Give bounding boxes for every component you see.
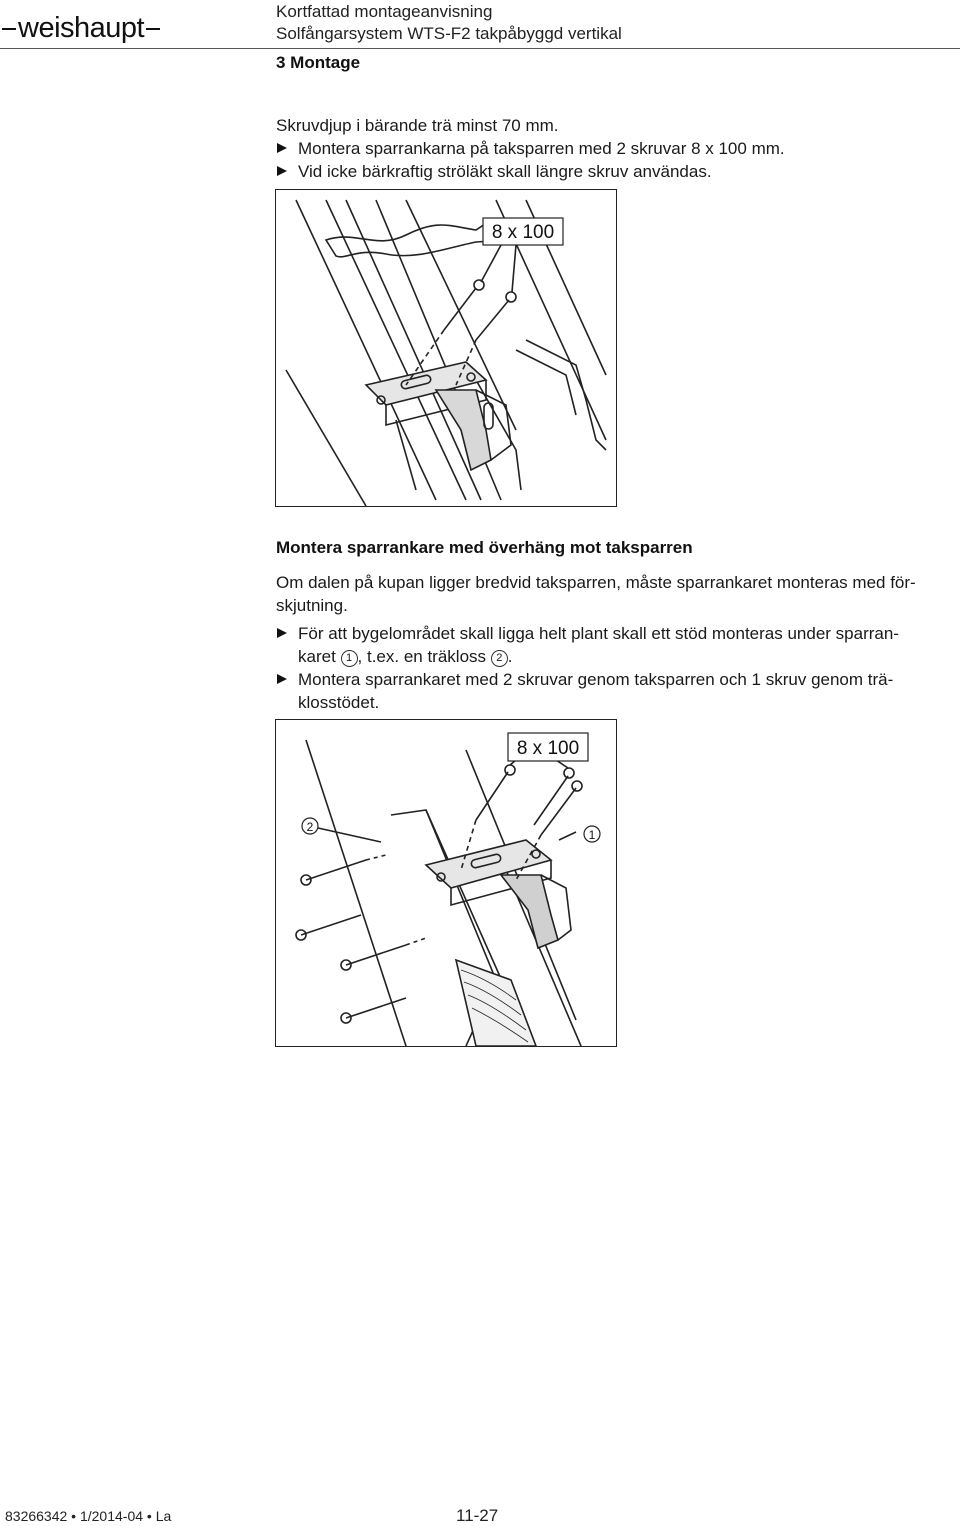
intro-text: Skruvdjup i bärande trä minst 70 mm. [276,116,559,135]
instruction-bullet: Vid icke bärkraftig ströläkt skall längre skruv användas. [276,160,712,183]
header-rule [0,48,960,49]
header-subtitle: Solfångarsystem WTS-F2 takpåbyggd vertikal [276,24,622,43]
bullet-triangle-icon [277,628,287,638]
instruction-bullet: För att bygelområdet skall ligga helt plant skall ett stöd monteras under sparran- karet 1 , t.ex. en träkloss 2 . [276,622,899,668]
figure-rafter-anchor-offset [275,719,617,1047]
subsection-heading: Montera sparrankare med överhäng mot taksparren [276,538,693,557]
figure-rafter-anchor [275,189,617,507]
paragraph-line: Om dalen på kupan ligger bredvid taksparren, måste sparrankaret monteras med för- [276,573,916,592]
section-title: 3 Montage [276,53,361,72]
header-title: Kortfattad montageanvisning [276,2,493,21]
rafter-anchor-offset-illustration [276,720,616,1046]
bullet-triangle-icon [277,143,287,153]
bullet-triangle-icon [277,166,287,176]
reference-number-2: 2 [491,650,508,667]
paragraph-line: skjutning. [276,596,348,615]
weishaupt-logo: weishaupt [0,12,162,45]
instruction-bullet: Montera sparrankarna på taksparren med 2 skruvar 8 x 100 mm. [276,137,785,160]
document-number: 83266342 • 1/2014-04 • La [5,1508,172,1524]
reference-number-1: 1 [341,650,358,667]
page-number: 11-27 [456,1506,499,1525]
bullet-triangle-icon [277,674,287,684]
callout-2: 2 [306,820,314,834]
document-header [276,1,622,45]
callout-1: 1 [588,828,596,842]
rafter-anchor-illustration [276,190,616,506]
instruction-bullet: Montera sparrankaret med 2 skruvar genom taksparren och 1 skruv genom trä- klosstödet. [276,668,893,714]
screw-size-label: 8 x 100 [516,738,580,759]
screw-size-label: 8 x 100 [491,222,555,243]
